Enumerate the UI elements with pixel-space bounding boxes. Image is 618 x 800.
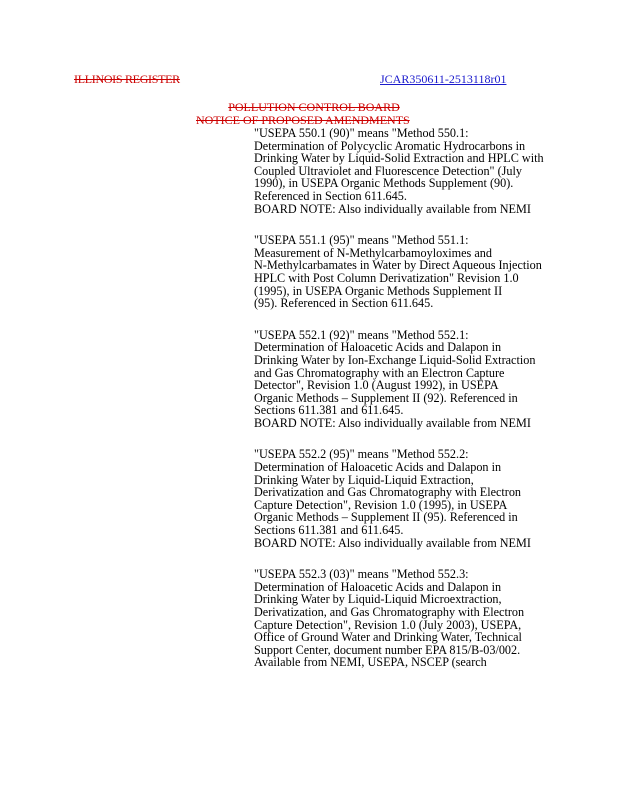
entry-line: Sections 611.381 and 611.645. — [254, 403, 404, 418]
entry-line: 1990), in USEPA Organic Methods Supplement (90). — [254, 176, 514, 191]
entry-line: Drinking Water by Ion-Exchange Liquid-Solid Extraction — [254, 352, 536, 367]
entry-line: Sections 611.381 and 611.645. — [254, 523, 404, 538]
entry-line: Support Center, document number EPA 815/B-03/002. — [254, 642, 521, 657]
entry-line: "USEPA 551.1 (95)" means "Method 551.1: — [254, 233, 469, 248]
entry-line: Drinking Water by Liquid-Liquid Microextraction, — [254, 592, 502, 607]
entry-line: Available from NEMI, USEPA, NSCEP (search — [254, 655, 487, 670]
entry-line: "USEPA 552.1 (92)" means "Method 552.1: — [254, 327, 469, 342]
entry-line: (95). Referenced in Section 611.645. — [254, 296, 434, 311]
definition-usepa-550-1 — [254, 127, 554, 215]
entry-line: Determination of Polycyclic Aromatic Hydrocarbons in — [254, 138, 526, 153]
entry-line: Capture Detection", Revision 1.0 (July 2003), USEPA, — [254, 617, 522, 632]
entry-line: Determination of Haloacetic Acids and Dalapon in — [254, 460, 502, 475]
board-note: BOARD NOTE: Also individually available from NEMI — [254, 201, 531, 216]
definition-usepa-552-2 — [254, 448, 554, 549]
entry-line: Determination of Haloacetic Acids and Dalapon in — [254, 340, 502, 355]
entry-line: Measurement of N-Methylcarbamoyloximes and — [254, 245, 492, 260]
jcar-reference: JCAR350611-2513118r01 — [380, 72, 507, 86]
entry-line: Office of Ground Water and Drinking Water, Technical — [254, 630, 522, 645]
entry-line: "USEPA 552.2 (95)" means "Method 552.2: — [254, 447, 469, 462]
entry-line: Drinking Water by Liquid-Liquid Extraction, — [254, 472, 474, 487]
entry-line: Derivatization and Gas Chromatography with Electron — [254, 485, 522, 500]
entry-line: Organic Methods – Supplement II (95). Referenced in — [254, 510, 518, 525]
entry-line: Detector", Revision 1.0 (August 1992), in USEPA — [254, 378, 499, 393]
definition-usepa-552-3 — [254, 568, 554, 669]
entry-line: Coupled Ultraviolet and Fluorescence Detection" (July — [254, 163, 522, 178]
agency-heading: POLLUTION CONTROL BOARD — [228, 100, 400, 114]
entry-line: Referenced in Section 611.645. — [254, 188, 407, 203]
entry-line: Capture Detection", Revision 1.0 (1995), in USEPA — [254, 497, 508, 512]
entry-line: Derivatization, and Gas Chromatography with Electron — [254, 605, 525, 619]
entry-line: N-Methylcarbamates in Water by Direct Aqueous Injection — [254, 258, 542, 273]
entry-line: Organic Methods – Supplement II (92). Referenced in — [254, 390, 518, 405]
entry-line: "USEPA 550.1 (90)" means "Method 550.1: — [254, 126, 469, 140]
register-header: ILLINOIS REGISTER — [74, 72, 180, 86]
definition-usepa-552-1 — [254, 329, 554, 430]
entry-line: (1995), in USEPA Organic Methods Supplement II — [254, 283, 503, 298]
board-note: BOARD NOTE: Also individually available from NEMI — [254, 415, 531, 430]
entry-line: Determination of Haloacetic Acids and Dalapon in — [254, 579, 502, 594]
entry-line: Drinking Water by Liquid-Solid Extraction and HPLC with — [254, 151, 544, 166]
notice-heading: NOTICE OF PROPOSED AMENDMENTS — [196, 113, 410, 127]
definition-usepa-551-1 — [254, 234, 554, 310]
entry-line: and Gas Chromatography with an Electron Capture — [254, 365, 505, 380]
entry-line: HPLC with Post Column Derivatization" Revision 1.0 — [254, 270, 519, 285]
entry-line: "USEPA 552.3 (03)" means "Method 552.3: — [254, 567, 469, 582]
definitions-body — [254, 127, 554, 688]
board-note: BOARD NOTE: Also individually available from NEMI — [254, 535, 531, 550]
